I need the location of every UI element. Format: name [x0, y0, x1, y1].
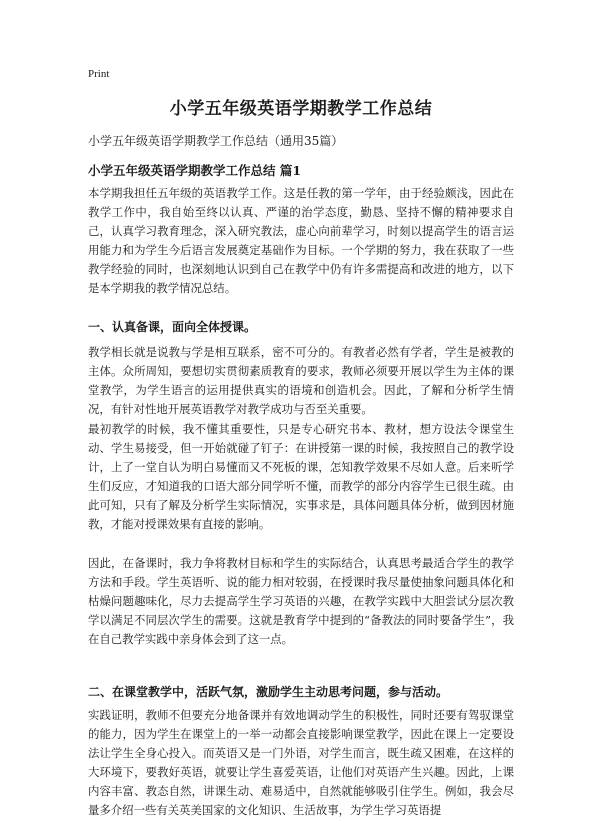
section-heading: 一、认真备课，面向全体授课。 [88, 320, 257, 334]
paragraph: 教学相长就是说教与学是相互联系，密不可分的。有教者必然有学者，学生是被教的主体。众所周知，要想切实贯彻素质教育的要求，教师必须要开展以学生为主体的课堂教学，为学生语言的运用提供真实的语境和创造机会。因此，了解和分析学生情况，有针对性地开展英语教学对教学成功与否至关重要。 [88, 345, 514, 416]
print-label[interactable]: Print [88, 68, 110, 80]
section-heading: 二、在课堂教学中，活跃气氛，激励学生主动思考问题，参与活动。 [88, 685, 449, 699]
document-title: 小学五年级英语学期教学工作总结 [169, 99, 433, 119]
document-subtitle: 小学五年级英语学期教学工作总结（通用35篇） [88, 134, 344, 148]
section-title: 小学五年级英语学期教学工作总结 篇1 [88, 163, 302, 178]
paragraph: 本学期我担任五年级的英语教学工作。这是任教的第一学年，由于经验颇浅，因此在教学工作中，我自始至终以认真、严谨的治学态度，勤恳、坚持不懈的精神要求自己，认真学习教育理念，深入研究教法，虚心向前辈学习，时刻以提高学生的语言运用能力和为学生今后语言发展奠定基础作为目标。一个学期的努力，我在获取了一些教学经验的同时，也深刻地认识到自己在教学中仍有许多需提高和改进的地方，以下是本学期我的教学情况总结。 [88, 186, 514, 295]
paragraph: 因此，在备课时，我力争将教材目标和学生的实际结合，认真思考最适合学生的教学方法和手段。学生英语听、说的能力相对较弱，在授课时我尽量使抽象问题具体化和枯燥问题趣味化，尽力去提高学生学习英语的兴趣，在教学实践中大胆尝试分层次教学以满足不同层次学生的需要。这就是教育学中提到的“备教法的同时要备学生”，我在自己教学实践中亲身体会到了这一点。 [88, 556, 514, 646]
paragraph: 最初教学的时候，我不懂其重要性，只是专心研究书本、教材，想方设法令课堂生动、学生易接受，但一开始就碰了钉子：在讲授第一课的时候，我按照自己的教学设计，上了一堂自认为明白易懂而又不死板的课，怎知教学效果不尽如人意。后来听学生们反应，才知道我的口语大部分同学听不懂，而教学的部分内容学生已很生疏。由此可知，只有了解及分析学生实际情况，实事求是，具体问题具体分析，做到因材施教，才能对授课效果有直接的影响。 [88, 422, 514, 531]
paragraph: 实践证明，教师不但要充分地备课并有效地调动学生的积极性，同时还要有驾驭课堂的能力，因为学生在课堂上的一举一动都会直接影响课堂教学，因此在课上一定要设法让学生全身心投入。而英语又是一门外语，对学生而言，既生疏又困难，在这样的大环境下，要教好英语，就要让学生喜爱英语，让他们对英语产生兴趣。因此，上课内容丰富、教态自然，讲课生动、难易适中，自然就能够吸引住学生。例如，我会尽量多介绍一些有关英美国家的文化知识、生活故事，为学生学习英语提 [88, 708, 514, 817]
